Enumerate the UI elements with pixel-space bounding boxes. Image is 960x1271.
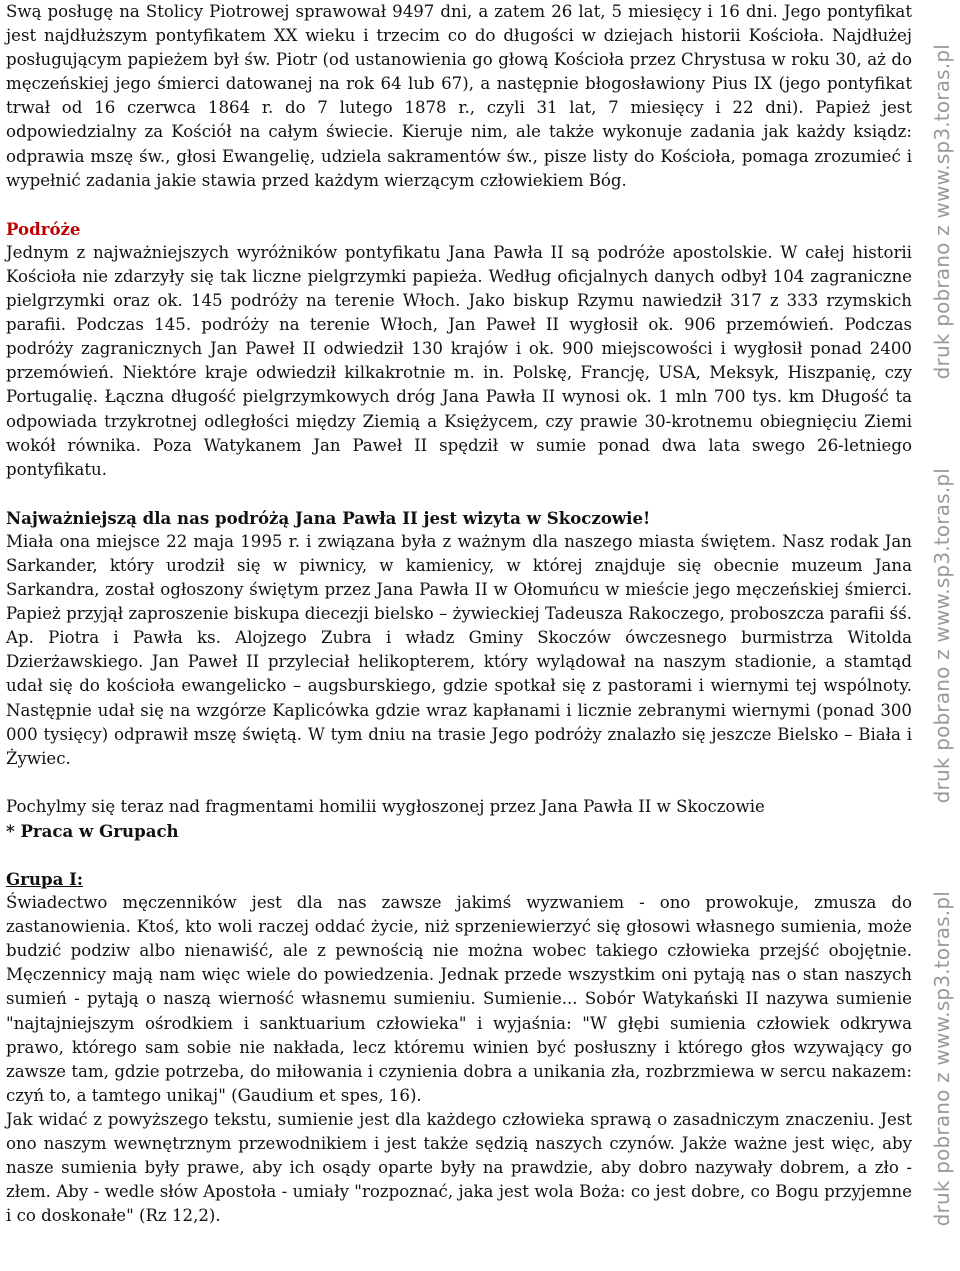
paragraph-wizyta: Miała ona miejsce 22 maja 1995 r. i związana była z ważnym dla naszego miasta świętem. Nasz rodak Jan Sarkander, który urodził się w piwnicy, w kamienicy, w której znajduje się obecnie muzeum Jana Sarkandra, został ogłoszony świętym przez Jana Pawła II w Ołomuńcu w mieście jego męczeńskiej śmierci. Papież przyjął zaproszenie biskupa diecezji bielsko – żywieckiej Tadeusza Rakoczego, proboszcza parafii śś. Ap. Piotra i Pawła ks. Alojzego Zubra i władz Gminy Skoczów ówczesnego burmistrza Witolda Dzierżawskiego. Jan Paweł II przyleciał helikopterem, który wylądował na naszym stadionie, a stamtąd udał się do kościoła ewangelicko – augsburskiego, gdzie spotkał się z pastorami i wiernymi tej wspólnoty. Następnie udał się na wzgórze Kaplicówka gdzie wraz kapłanami i licznie zebranymi wiernymi (ponad 300 000 tysięcy) odprawił mszę świętą. W tym dniu na trasie Jego podróży znalazło się jeszcze Bielsko – Biała i Żywiec.: [6, 531, 912, 768]
paragraph-homilia-intro: Pochylmy się teraz nad fragmentami homilii wygłoszonej przez Jana Pawła II w Skoczowie: [6, 796, 765, 816]
heading-grupa-i: Grupa I:: [6, 869, 83, 889]
paragraph-grupa-i-comment: Jak widać z powyższego tekstu, sumienie jest dla każdego człowieka sprawą o zasadniczym znaczeniu. Jest ono naszym wewnętrznym przewodnikiem i jest także sędzią naszych czynów. Jakże ważne jest więc, aby nasze sumienia były prawe, aby ich osądy oparte były na prawdzie, aby dobro nazywały dobrem, a zło - złem. Aby - wedle słów Apostoła - umiały "rozpoznać, jaka jest wola Boża: co jest dobre, co Bogu przyjemne i co doskonałe" (Rz 12,2).: [6, 1109, 912, 1226]
heading-praca-w-grupach: * Praca w Grupach: [6, 820, 179, 841]
heading-wizyta-skoczow: Najważniejszą dla nas podróżą Jana Pawła II jest wizyta w Skoczowie!: [6, 507, 651, 528]
paragraph-grupa-i-quote: Świadectwo męczenników jest dla nas zawsze jakimś wyzwaniem - ono prowokuje, zmusza do zastanowienia. Ktoś, kto woli raczej oddać życie, niż sprzeniewierzyć się głosowi własnego sumienia, może budzić podziw albo nienawiść, ale z pewnością nie można wobec takiego człowieka przejść obojętnie. Męczennicy mają nam więc wiele do powiedzenia. Jednak przede wszystkim oni pytają nas o stan naszych sumień - pytają o naszą wierność własnemu sumieniu. Sumienie... Sobór Watykański II nazywa sumienie "najtajniejszym ośrodkiem i sanktuarium człowieka" i wyjaśnia: "W głębi sumienia człowiek odkrywa prawo, którego sam sobie nie nakłada, lecz któremu winien być posłuszny i którego głos wzywający go zawsze tam, gdzie potrzeba, do miłowania i czynienia dobra a unikania zła, rozbrzmiewa w sercu nakazem: czyń to, a tamtego unikaj" (Gaudium et spes, 16).: [6, 893, 912, 1105]
paragraph-podroze: Jednym z najważniejszych wyróżników pontyfikatu Jana Pawła II są podróże apostolskie. W całej historii Kościoła nie zdarzyły się tak liczne pielgrzymki papieża. Według oficjalnych danych odbył 104 zagraniczne pielgrzymki oraz ok. 145 podróży na terenie Włoch. Jako biskup Rzymu nawiedził 317 z 333 rzymskich parafii. Podczas 145. podróży na terenie Włoch, Jan Paweł II wygłosił ok. 906 przemówień. Podczas podróży zagranicznych Jan Paweł II odwiedził 130 krajów i ok. 900 miejscowości i wygłosił ponad 2400 przemówień. Niektóre kraje odwiedził kilkakrotnie m. in. Polskę, Francję, USA, Meksyk, Hiszpanię, czy Portugalię. Łączna długość pielgrzymkowych dróg Jana Pawła II wynosi ok. 1 mln 700 tys. km Długość ta odpowiada trzykrotnej odległości między Ziemią a Księżycem, czy prawie 30-krotnemu obiegnięciu Ziemi wokół równika. Poza Watykanem Jan Paweł II spędził w sumie ponad dwa lata swego 26-letniego pontyfikatu.: [6, 242, 912, 479]
watermark-column: [926, 0, 958, 1271]
watermark-text: druk pobrano z www.sp3.toras.pl: [930, 891, 954, 1227]
watermark-text: druk pobrano z www.sp3.toras.pl: [930, 467, 954, 804]
watermark-text: druk pobrano z www.sp3.toras.pl: [930, 44, 954, 380]
document-page: [6, 0, 912, 1228]
paragraph-pontificate: Swą posługę na Stolicy Piotrowej sprawował 9497 dni, a zatem 26 lat, 5 miesięcy i 16 dni. Jego pontyfikat jest najdłuższym pontyfikatem XX wieku i trzecim co do długości w dziejach historii Kościoła. Najdłużej posługującym papieżem był św. Piotr (od ustanowienia go głową Kościoła przez Chrystusa w roku 30, aż do męczeńskiej jego śmierci datowanej na rok 64 lub 67), a następnie błogosławiony Pius IX (jego pontyfikat trwał od 16 czerwca 1864 r. do 7 lutego 1878 r., czyli 31 lat, 7 miesięcy i 22 dni). Papież jest odpowiedzialny za Kościół na całym świecie. Kieruje nim, ale także wykonuje zadania jak każdy ksiądz: odprawia mszę św., głosi Ewangelię, udziela sakramentów św., pisze listy do Kościoła, pomaga zrozumieć i wypełnić zadania jakie stawia przed każdym wierzącym człowiekiem Bóg.: [6, 2, 912, 190]
heading-podroze: Podróże: [6, 218, 81, 239]
